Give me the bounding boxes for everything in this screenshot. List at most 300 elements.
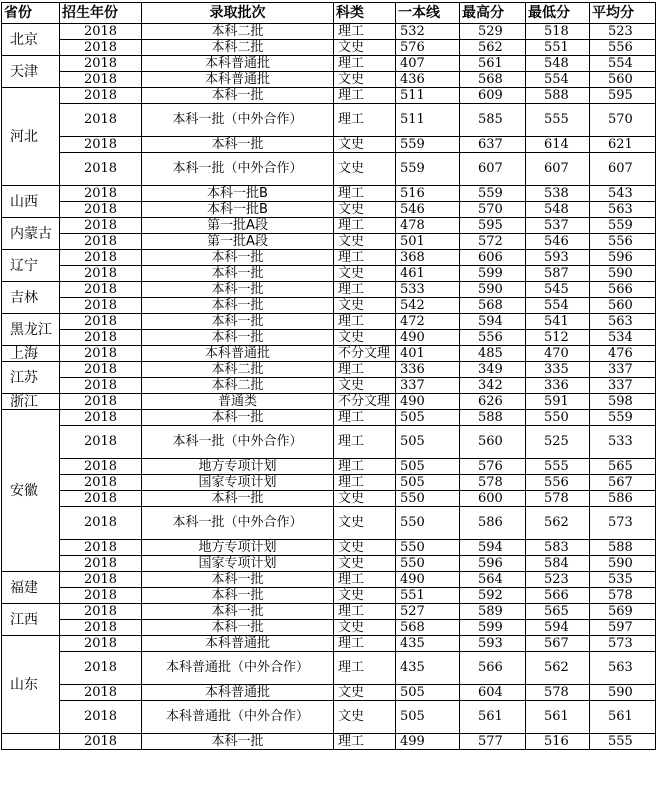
- batch-cell: 本科普通批: [142, 72, 334, 88]
- subject-cell: 理工: [334, 104, 396, 137]
- first-tier-line-cell: 478: [396, 218, 460, 234]
- first-tier-line-cell: 559: [396, 137, 460, 153]
- max-score-cell: 529: [460, 24, 526, 40]
- max-score-cell: 599: [460, 620, 526, 636]
- batch-cell: 本科二批: [142, 378, 334, 394]
- min-score-cell: 538: [526, 186, 590, 202]
- max-score-cell: 562: [460, 40, 526, 56]
- min-score-cell: 336: [526, 378, 590, 394]
- subject-cell: 文史: [334, 72, 396, 88]
- year-cell: 2018: [60, 475, 142, 491]
- year-cell: 2018: [60, 24, 142, 40]
- min-score-cell: 470: [526, 346, 590, 362]
- table-row: [2, 556, 656, 572]
- table-row: [2, 298, 656, 314]
- subject-cell: 理工: [334, 734, 396, 750]
- subject-cell: 理工: [334, 218, 396, 234]
- min-score-cell: 546: [526, 234, 590, 250]
- table-row: [2, 72, 656, 88]
- batch-cell: 本科普通批: [142, 346, 334, 362]
- table-row: [2, 104, 656, 137]
- first-tier-line-cell: 505: [396, 426, 460, 459]
- min-score-cell: 578: [526, 491, 590, 507]
- max-score-cell: 342: [460, 378, 526, 394]
- province-cell: 黑龙江: [2, 314, 60, 346]
- table-row: [2, 540, 656, 556]
- max-score-cell: 577: [460, 734, 526, 750]
- year-cell: 2018: [60, 186, 142, 202]
- batch-cell: 国家专项计划: [142, 475, 334, 491]
- table-row: [2, 491, 656, 507]
- table-row: [2, 234, 656, 250]
- batch-cell: 本科一批: [142, 250, 334, 266]
- table-row: [2, 88, 656, 104]
- avg-score-cell: 595: [590, 88, 656, 104]
- first-tier-line-cell: 505: [396, 459, 460, 475]
- first-tier-line-cell: 505: [396, 685, 460, 701]
- table-row: [2, 378, 656, 394]
- header-province: 省份: [2, 3, 60, 24]
- subject-cell: 理工: [334, 186, 396, 202]
- first-tier-line-cell: 550: [396, 556, 460, 572]
- max-score-cell: 578: [460, 475, 526, 491]
- header-row: [2, 3, 656, 24]
- batch-cell: 本科一批: [142, 572, 334, 588]
- subject-cell: 文史: [334, 556, 396, 572]
- max-score-cell: 592: [460, 588, 526, 604]
- first-tier-line-cell: 490: [396, 572, 460, 588]
- batch-cell: 本科一批B: [142, 186, 334, 202]
- subject-cell: 理工: [334, 572, 396, 588]
- batch-cell: 本科二批: [142, 40, 334, 56]
- max-score-cell: 568: [460, 298, 526, 314]
- subject-cell: 不分文理: [334, 394, 396, 410]
- batch-cell: 本科一批: [142, 137, 334, 153]
- province-cell: 内蒙古: [2, 218, 60, 250]
- province-cell: 吉林: [2, 282, 60, 314]
- table-row: [2, 56, 656, 72]
- max-score-cell: 585: [460, 104, 526, 137]
- province-cell: 江西: [2, 604, 60, 636]
- avg-score-cell: 588: [590, 540, 656, 556]
- max-score-cell: 572: [460, 234, 526, 250]
- year-cell: 2018: [60, 153, 142, 186]
- province-cell: 北京: [2, 24, 60, 56]
- batch-cell: 地方专项计划: [142, 459, 334, 475]
- first-tier-line-cell: 337: [396, 378, 460, 394]
- avg-score-cell: 337: [590, 378, 656, 394]
- batch-cell: 本科普通批（中外合作）: [142, 652, 334, 685]
- min-score-cell: 562: [526, 652, 590, 685]
- first-tier-line-cell: 550: [396, 540, 460, 556]
- first-tier-line-cell: 501: [396, 234, 460, 250]
- year-cell: 2018: [60, 734, 142, 750]
- min-score-cell: 555: [526, 104, 590, 137]
- max-score-cell: 599: [460, 266, 526, 282]
- year-cell: 2018: [60, 314, 142, 330]
- avg-score-cell: 573: [590, 636, 656, 652]
- batch-cell: 普通类: [142, 394, 334, 410]
- min-score-cell: 566: [526, 588, 590, 604]
- batch-cell: 本科一批（中外合作）: [142, 153, 334, 186]
- max-score-cell: 564: [460, 572, 526, 588]
- year-cell: 2018: [60, 266, 142, 282]
- min-score-cell: 567: [526, 636, 590, 652]
- table-row: [2, 40, 656, 56]
- avg-score-cell: 534: [590, 330, 656, 346]
- min-score-cell: 588: [526, 88, 590, 104]
- min-score-cell: 565: [526, 604, 590, 620]
- batch-cell: 本科一批: [142, 604, 334, 620]
- batch-cell: 本科普通批（中外合作）: [142, 701, 334, 734]
- subject-cell: 文史: [334, 234, 396, 250]
- avg-score-cell: 523: [590, 24, 656, 40]
- subject-cell: 理工: [334, 282, 396, 298]
- max-score-cell: 593: [460, 636, 526, 652]
- batch-cell: 本科一批: [142, 491, 334, 507]
- min-score-cell: 556: [526, 475, 590, 491]
- min-score-cell: 548: [526, 56, 590, 72]
- first-tier-line-cell: 499: [396, 734, 460, 750]
- batch-cell: 本科一批: [142, 266, 334, 282]
- year-cell: 2018: [60, 507, 142, 540]
- table-row: [2, 459, 656, 475]
- batch-cell: 本科一批: [142, 314, 334, 330]
- subject-cell: 理工: [334, 636, 396, 652]
- avg-score-cell: 554: [590, 56, 656, 72]
- table-row: [2, 346, 656, 362]
- min-score-cell: 523: [526, 572, 590, 588]
- batch-cell: 国家专项计划: [142, 556, 334, 572]
- subject-cell: 理工: [334, 410, 396, 426]
- subject-cell: 理工: [334, 250, 396, 266]
- avg-score-cell: 533: [590, 426, 656, 459]
- table-row: [2, 218, 656, 234]
- province-cell: 山东: [2, 636, 60, 734]
- year-cell: 2018: [60, 378, 142, 394]
- batch-cell: 本科普通批: [142, 56, 334, 72]
- first-tier-line-cell: 490: [396, 394, 460, 410]
- table-row: [2, 24, 656, 40]
- table-row: [2, 362, 656, 378]
- year-cell: 2018: [60, 636, 142, 652]
- province-cell: 浙江: [2, 394, 60, 410]
- min-score-cell: 335: [526, 362, 590, 378]
- avg-score-cell: 565: [590, 459, 656, 475]
- max-score-cell: 600: [460, 491, 526, 507]
- avg-score-cell: 561: [590, 701, 656, 734]
- avg-score-cell: 597: [590, 620, 656, 636]
- min-score-cell: 562: [526, 507, 590, 540]
- max-score-cell: 609: [460, 88, 526, 104]
- first-tier-line-cell: 576: [396, 40, 460, 56]
- avg-score-cell: 573: [590, 507, 656, 540]
- min-score-cell: 525: [526, 426, 590, 459]
- avg-score-cell: 555: [590, 734, 656, 750]
- subject-cell: 不分文理: [334, 346, 396, 362]
- avg-score-cell: 563: [590, 314, 656, 330]
- first-tier-line-cell: 435: [396, 652, 460, 685]
- year-cell: 2018: [60, 459, 142, 475]
- max-score-cell: 588: [460, 410, 526, 426]
- batch-cell: 本科一批: [142, 88, 334, 104]
- max-score-cell: 626: [460, 394, 526, 410]
- first-tier-line-cell: 532: [396, 24, 460, 40]
- first-tier-line-cell: 401: [396, 346, 460, 362]
- avg-score-cell: 586: [590, 491, 656, 507]
- batch-cell: 本科一批B: [142, 202, 334, 218]
- year-cell: 2018: [60, 330, 142, 346]
- year-cell: 2018: [60, 88, 142, 104]
- min-score-cell: 594: [526, 620, 590, 636]
- max-score-cell: 561: [460, 56, 526, 72]
- avg-score-cell: 566: [590, 282, 656, 298]
- batch-cell: 本科一批（中外合作）: [142, 426, 334, 459]
- max-score-cell: 570: [460, 202, 526, 218]
- avg-score-cell: 563: [590, 202, 656, 218]
- subject-cell: 文史: [334, 378, 396, 394]
- first-tier-line-cell: 511: [396, 104, 460, 137]
- max-score-cell: 349: [460, 362, 526, 378]
- first-tier-line-cell: 550: [396, 491, 460, 507]
- min-score-cell: 550: [526, 410, 590, 426]
- header-batch: 录取批次: [142, 3, 334, 24]
- admission-scores-table: [1, 2, 656, 750]
- max-score-cell: 576: [460, 459, 526, 475]
- min-score-cell: 512: [526, 330, 590, 346]
- batch-cell: 地方专项计划: [142, 540, 334, 556]
- batch-cell: 本科一批: [142, 588, 334, 604]
- subject-cell: 文史: [334, 330, 396, 346]
- header-avg-score: 平均分: [590, 3, 656, 24]
- first-tier-line-cell: 527: [396, 604, 460, 620]
- table-row: [2, 588, 656, 604]
- max-score-cell: 604: [460, 685, 526, 701]
- table-row: [2, 282, 656, 298]
- max-score-cell: 637: [460, 137, 526, 153]
- subject-cell: 文史: [334, 620, 396, 636]
- header-year: 招生年份: [60, 3, 142, 24]
- subject-cell: 理工: [334, 56, 396, 72]
- table-row: [2, 734, 656, 750]
- min-score-cell: 555: [526, 459, 590, 475]
- batch-cell: 本科一批: [142, 298, 334, 314]
- year-cell: 2018: [60, 56, 142, 72]
- year-cell: 2018: [60, 604, 142, 620]
- subject-cell: 文史: [334, 507, 396, 540]
- year-cell: 2018: [60, 234, 142, 250]
- batch-cell: 本科一批: [142, 410, 334, 426]
- batch-cell: 本科一批: [142, 330, 334, 346]
- year-cell: 2018: [60, 394, 142, 410]
- min-score-cell: 551: [526, 40, 590, 56]
- avg-score-cell: 559: [590, 410, 656, 426]
- subject-cell: 理工: [334, 459, 396, 475]
- year-cell: 2018: [60, 588, 142, 604]
- avg-score-cell: 607: [590, 153, 656, 186]
- year-cell: 2018: [60, 40, 142, 56]
- avg-score-cell: 621: [590, 137, 656, 153]
- batch-cell: 本科二批: [142, 24, 334, 40]
- header-first-tier-line: 一本线: [396, 3, 460, 24]
- max-score-cell: 485: [460, 346, 526, 362]
- avg-score-cell: 556: [590, 40, 656, 56]
- batch-cell: 本科一批: [142, 734, 334, 750]
- batch-cell: 本科一批（中外合作）: [142, 104, 334, 137]
- avg-score-cell: 596: [590, 250, 656, 266]
- batch-cell: 本科一批: [142, 620, 334, 636]
- province-cell: 安徽: [2, 410, 60, 572]
- table-row: [2, 266, 656, 282]
- first-tier-line-cell: 505: [396, 701, 460, 734]
- year-cell: 2018: [60, 202, 142, 218]
- avg-score-cell: 590: [590, 556, 656, 572]
- avg-score-cell: 590: [590, 266, 656, 282]
- first-tier-line-cell: 472: [396, 314, 460, 330]
- subject-cell: 文史: [334, 701, 396, 734]
- min-score-cell: 593: [526, 250, 590, 266]
- avg-score-cell: 570: [590, 104, 656, 137]
- min-score-cell: 554: [526, 72, 590, 88]
- batch-cell: 本科一批（中外合作）: [142, 507, 334, 540]
- min-score-cell: 583: [526, 540, 590, 556]
- avg-score-cell: 590: [590, 685, 656, 701]
- max-score-cell: 566: [460, 652, 526, 685]
- subject-cell: 文史: [334, 491, 396, 507]
- min-score-cell: 548: [526, 202, 590, 218]
- table-row: [2, 137, 656, 153]
- province-cell: 江苏: [2, 362, 60, 394]
- max-score-cell: 606: [460, 250, 526, 266]
- avg-score-cell: 543: [590, 186, 656, 202]
- first-tier-line-cell: 551: [396, 588, 460, 604]
- avg-score-cell: 569: [590, 604, 656, 620]
- year-cell: 2018: [60, 426, 142, 459]
- min-score-cell: 537: [526, 218, 590, 234]
- first-tier-line-cell: 461: [396, 266, 460, 282]
- year-cell: 2018: [60, 620, 142, 636]
- max-score-cell: 556: [460, 330, 526, 346]
- first-tier-line-cell: 505: [396, 475, 460, 491]
- header-min-score: 最低分: [526, 3, 590, 24]
- avg-score-cell: 476: [590, 346, 656, 362]
- year-cell: 2018: [60, 250, 142, 266]
- first-tier-line-cell: 550: [396, 507, 460, 540]
- max-score-cell: 586: [460, 507, 526, 540]
- max-score-cell: 590: [460, 282, 526, 298]
- subject-cell: 文史: [334, 137, 396, 153]
- header-max-score: 最高分: [460, 3, 526, 24]
- first-tier-line-cell: 516: [396, 186, 460, 202]
- max-score-cell: 589: [460, 604, 526, 620]
- avg-score-cell: 560: [590, 72, 656, 88]
- first-tier-line-cell: 546: [396, 202, 460, 218]
- subject-cell: 理工: [334, 88, 396, 104]
- table-row: [2, 410, 656, 426]
- year-cell: 2018: [60, 556, 142, 572]
- first-tier-line-cell: 505: [396, 410, 460, 426]
- max-score-cell: 594: [460, 540, 526, 556]
- max-score-cell: 561: [460, 701, 526, 734]
- table-row: [2, 572, 656, 588]
- province-cell: 山西: [2, 186, 60, 218]
- min-score-cell: 614: [526, 137, 590, 153]
- subject-cell: 文史: [334, 588, 396, 604]
- first-tier-line-cell: 490: [396, 330, 460, 346]
- table-row: [2, 186, 656, 202]
- max-score-cell: 594: [460, 314, 526, 330]
- subject-cell: 理工: [334, 604, 396, 620]
- avg-score-cell: 559: [590, 218, 656, 234]
- first-tier-line-cell: 368: [396, 250, 460, 266]
- year-cell: 2018: [60, 72, 142, 88]
- table-body: [2, 24, 656, 750]
- avg-score-cell: 578: [590, 588, 656, 604]
- max-score-cell: 559: [460, 186, 526, 202]
- batch-cell: 第一批A段: [142, 234, 334, 250]
- first-tier-line-cell: 511: [396, 88, 460, 104]
- min-score-cell: 591: [526, 394, 590, 410]
- subject-cell: 理工: [334, 475, 396, 491]
- min-score-cell: 587: [526, 266, 590, 282]
- year-cell: 2018: [60, 218, 142, 234]
- table-row: [2, 314, 656, 330]
- table-row: [2, 202, 656, 218]
- avg-score-cell: 535: [590, 572, 656, 588]
- min-score-cell: 561: [526, 701, 590, 734]
- table-row: [2, 685, 656, 701]
- subject-cell: 文史: [334, 266, 396, 282]
- avg-score-cell: 337: [590, 362, 656, 378]
- max-score-cell: 560: [460, 426, 526, 459]
- subject-cell: 理工: [334, 24, 396, 40]
- year-cell: 2018: [60, 282, 142, 298]
- year-cell: 2018: [60, 685, 142, 701]
- max-score-cell: 607: [460, 153, 526, 186]
- year-cell: 2018: [60, 137, 142, 153]
- max-score-cell: 596: [460, 556, 526, 572]
- table-row: [2, 250, 656, 266]
- year-cell: 2018: [60, 540, 142, 556]
- min-score-cell: 554: [526, 298, 590, 314]
- min-score-cell: 518: [526, 24, 590, 40]
- min-score-cell: 516: [526, 734, 590, 750]
- avg-score-cell: 563: [590, 652, 656, 685]
- table-row: [2, 153, 656, 186]
- subject-cell: 理工: [334, 314, 396, 330]
- first-tier-line-cell: 336: [396, 362, 460, 378]
- subject-cell: 文史: [334, 540, 396, 556]
- subject-cell: 文史: [334, 202, 396, 218]
- batch-cell: 本科普通批: [142, 636, 334, 652]
- table-row: [2, 475, 656, 491]
- table-row: [2, 426, 656, 459]
- year-cell: 2018: [60, 346, 142, 362]
- province-cell: 上海: [2, 346, 60, 362]
- year-cell: 2018: [60, 410, 142, 426]
- first-tier-line-cell: 568: [396, 620, 460, 636]
- table-row: [2, 636, 656, 652]
- table-row: [2, 620, 656, 636]
- province-cell: 辽宁: [2, 250, 60, 282]
- min-score-cell: 607: [526, 153, 590, 186]
- subject-cell: 理工: [334, 426, 396, 459]
- first-tier-line-cell: 407: [396, 56, 460, 72]
- year-cell: 2018: [60, 298, 142, 314]
- min-score-cell: 541: [526, 314, 590, 330]
- avg-score-cell: 560: [590, 298, 656, 314]
- header-subject: 科类: [334, 3, 396, 24]
